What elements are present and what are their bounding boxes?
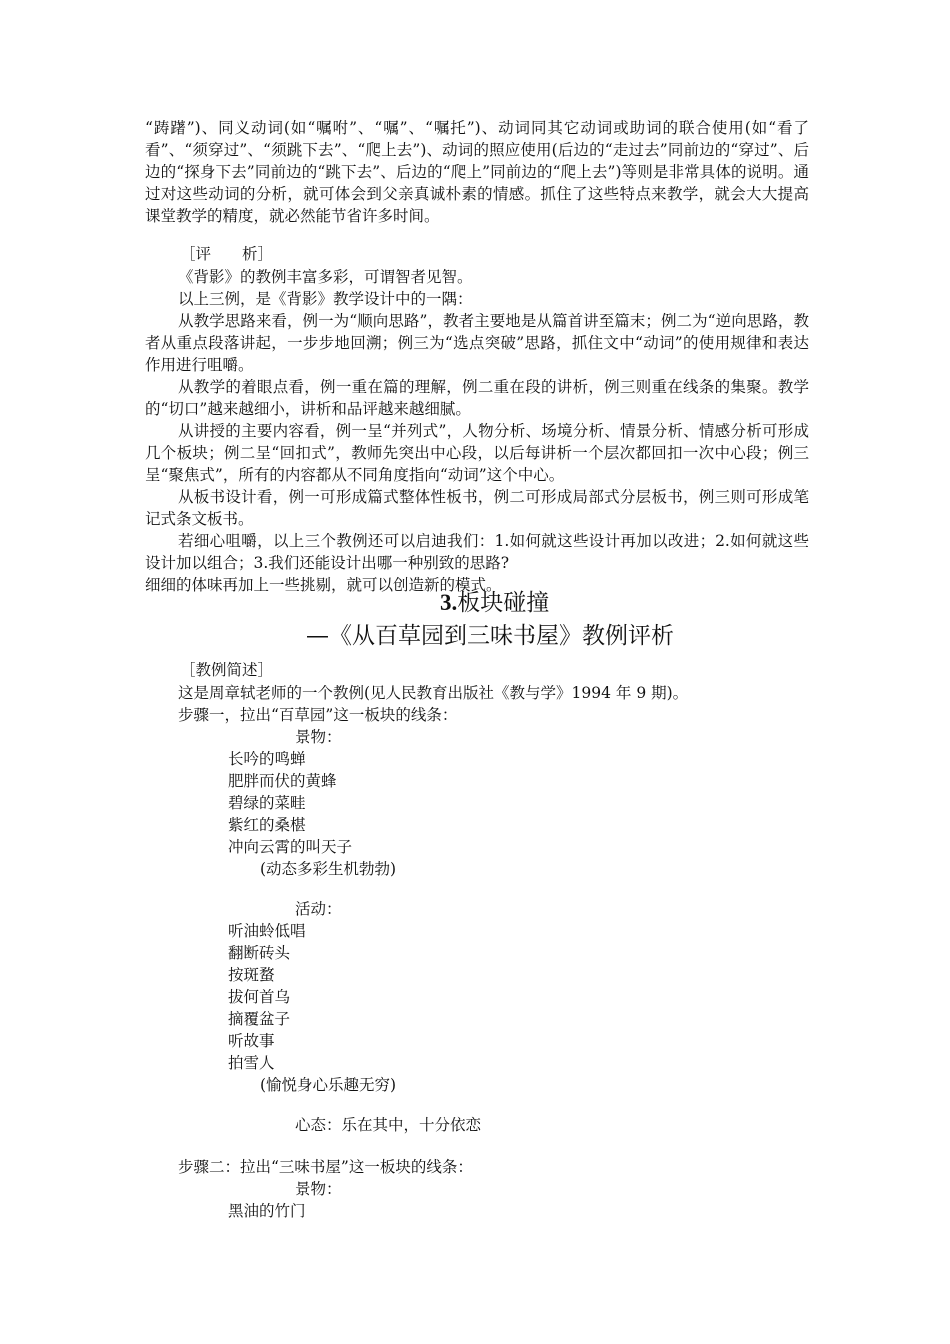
list-item: 肥胖而伏的黄蜂: [228, 772, 337, 790]
list-item: 拔何首乌: [228, 988, 291, 1006]
analysis-paragraph: 《背影》的教例丰富多彩，可谓智者见智。: [178, 268, 473, 286]
analysis-heading: ［评 析］: [180, 245, 274, 263]
section-subtitle: —《从百草园到三味书屋》教例评析: [306, 623, 674, 649]
analysis-paragraph: 从教学思路来看，例一为“顺向思路”，教者主要地是从篇首讲至篇末；例二为“逆向思路，教者从重点段落讲起，一步步地回溯；例三为“选点突破”思路，抓住文中“动词”的使用规律和表达作用进行咀嚼。: [145, 312, 809, 374]
list-item: 听油蛉低唱: [228, 922, 306, 940]
section-title: [440, 588, 549, 618]
list-item: 听故事: [228, 1032, 275, 1050]
analysis-paragraph: 从教学的着眼点看，例一重在篇的理解，例二重在段的讲析，例三则重在线条的集聚。教学的“切口”越来越细小，讲析和品评越来越细腻。: [145, 378, 809, 418]
analysis-paragraph: 若细心咀嚼，以上三个教例还可以启迪我们：1.如何就这些设计再加以改进；2.如何就这些设计加以组合；3.我们还能设计出哪一种别致的思路?: [145, 532, 809, 572]
activity-label: 活动：: [295, 900, 342, 918]
list-item: 按斑蝥: [228, 966, 275, 984]
case-heading: ［教例简述］: [180, 661, 274, 679]
analysis-paragraph: 细细的体味再加上一些挑剔，就可以创造新的模式。: [145, 576, 502, 594]
list-item: 黑油的竹门: [228, 1202, 306, 1220]
list-item: 翻断砖头: [228, 944, 291, 962]
intro-paragraph: “踌躇”)、同义动词(如“嘱咐”、“嘱”、“嘱托”)、动词同其它动词或助词的联合使用(如“看了看”、“须穿过”、“须跳下去”、“爬上去”)、动词的照应使用(后边的“走过去”同前边的“穿过”、后边的“探身下去”同前边的“跳下去”、后边的“爬上”同前边的“爬上去”)等则是非常具体的说明。通过对这些动词的分析，就可体会到父亲真诚朴素的情感。抓住了这些特点来教学，就会大大提高课堂教学的精度，就必然能节省许多时间。: [145, 119, 809, 225]
step-one: 步骤一，拉出“百草园”这一板块的线条：: [178, 706, 458, 724]
case-source: 这是周章轼老师的一个教例(见人民教育出版社《教与学》1994 年 9 期)。: [178, 684, 689, 702]
list-item: 紫红的桑椹: [228, 816, 306, 834]
analysis-paragraph: 从讲授的主要内容看，例一呈“并列式”，人物分析、场境分析、情景分析、情感分析可形成几个板块；例二呈“回扣式”，教师先突出中心段，以后每讲析一个层次都回扣一次中心段；例三呈“聚焦式”，所有的内容都从不同角度指向“动词”这个中心。: [145, 422, 809, 484]
scenery-label: 景物：: [295, 1180, 342, 1198]
analysis-paragraph: 以上三例，是《背影》教学设计中的一隅：: [178, 290, 473, 308]
section-number: 3.: [440, 590, 458, 615]
section-title-text: 板块碰撞: [457, 590, 550, 616]
list-item: 冲向云霄的叫天子: [228, 838, 353, 856]
analysis-paragraph: 从板书设计看，例一可形成篇式整体性板书，例二可形成局部式分层板书，例三则可形成笔记式条文板书。: [145, 488, 809, 528]
step-two: 步骤二：拉出“三味书屋”这一板块的线条：: [178, 1158, 473, 1176]
mood-line: 心态：乐在其中，十分依恋: [295, 1116, 482, 1134]
activity-note: (愉悦身心乐趣无穷): [260, 1076, 397, 1094]
list-item: 碧绿的菜畦: [228, 794, 306, 812]
list-item: 摘覆盆子: [228, 1010, 291, 1028]
scenery-note: (动态多彩生机勃勃): [260, 860, 397, 878]
list-item: 拍雪人: [228, 1054, 275, 1072]
scenery-label: 景物：: [295, 728, 342, 746]
list-item: 长吟的鸣蝉: [228, 750, 306, 768]
